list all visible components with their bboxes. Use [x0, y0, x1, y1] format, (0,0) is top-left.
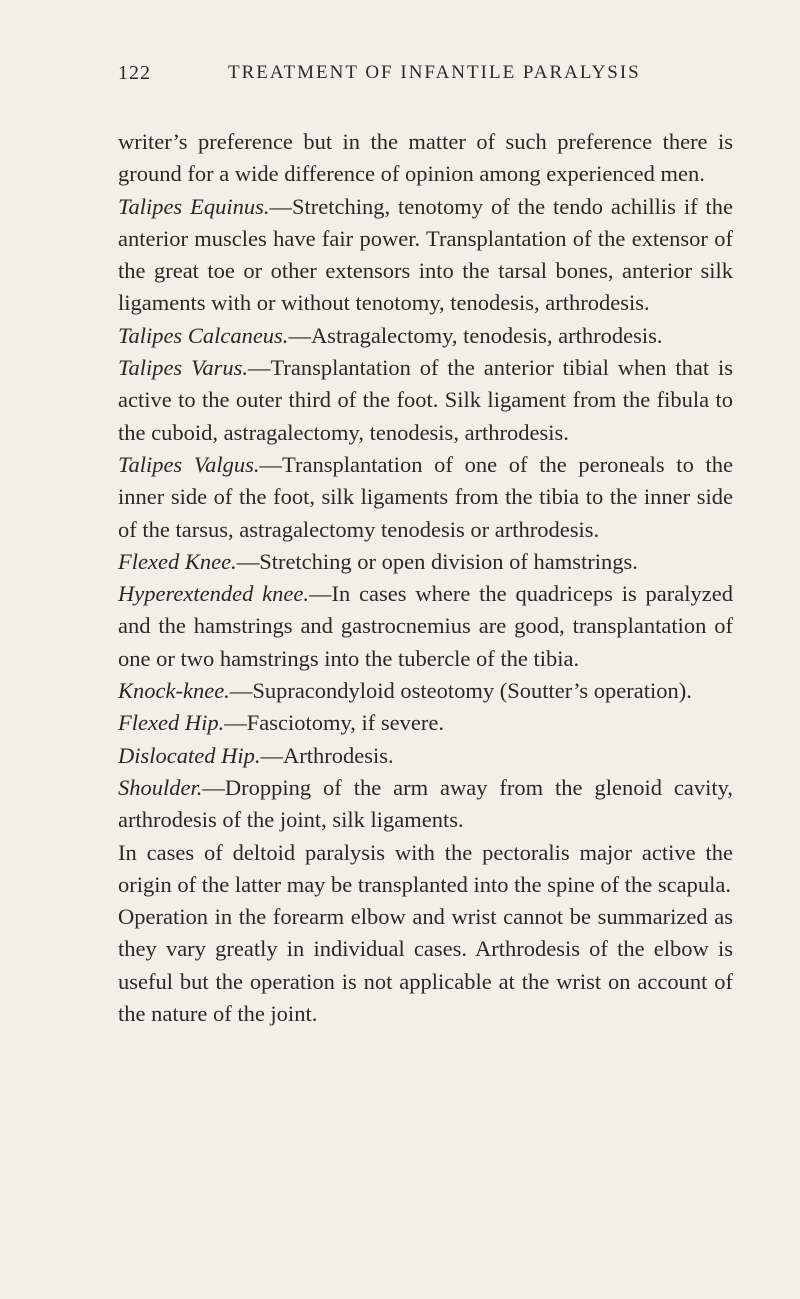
paragraph-text: —In cases where the quadriceps is paralyzed and the hamstrings and gastrocnemius are good, transplantation of one or two hamstrings into the tubercle of the tibia.	[118, 581, 733, 671]
paragraph-text: —Supracondyloid osteotomy (Soutter’s operation).	[229, 678, 692, 704]
paragraph-term: Knock-knee.	[118, 678, 230, 704]
paragraph-text: —Dropping of the arm away from the glenoid cavity, arthrodesis of the joint, silk ligaments.	[118, 774, 733, 833]
paragraph-text: —Transplantation of the anterior tibial when that is active to the outer third of the foot. Silk ligament from the fibula to the cuboid, astragalectomy, tenodesis, arthrodesis.	[118, 355, 733, 445]
paragraph-term: Flexed Knee.	[118, 548, 237, 574]
paragraph-dislocated-hip	[118, 740, 733, 772]
running-title: TREATMENT OF INFANTILE PARALYSIS	[228, 62, 641, 83]
paragraph-text: —Transplantation of one of the peroneals to the inner side of the foot, silk ligaments from the tibia to the inner side of the tarsus, astragalectomy tenodesis or arthrodesis.	[118, 451, 734, 542]
paragraph-text: —Stretching, tenotomy of the tendo achillis if the anterior muscles have fair power. Transplantation of the extensor of the great toe or other extensors into the tarsal bones, anterior silk ligaments with or without tenotomy, tenodesis, arthrodesis.	[118, 193, 733, 316]
paragraph-term: Talipes Calcaneus.	[118, 322, 289, 348]
paragraph-flexed-knee	[118, 546, 733, 578]
paragraph-text: —Astragalectomy, tenodesis, arthrodesis.	[288, 322, 663, 348]
paragraph-talipes-calcaneus	[118, 320, 733, 352]
paragraph-term: Dislocated Hip.	[118, 742, 261, 768]
body-text	[118, 126, 733, 1030]
paragraph-term: Shoulder.	[118, 774, 203, 800]
paragraph-text: Operation in the forearm elbow and wrist cannot be summarized as they vary greatly in individual cases. Arthrodesis of the elbow is useful but the operation is not applicable at the wrist on account of the nature of the joint.	[118, 904, 733, 1027]
paragraph-term: Talipes Valgus.	[118, 451, 260, 477]
paragraph-deltoid-paralysis	[118, 837, 733, 902]
paragraph-term: Hyperextended knee.	[118, 581, 309, 607]
paragraph-text: —Stretching or open division of hamstrings.	[236, 548, 638, 574]
paragraph-text: In cases of deltoid paralysis with the pectoralis major active the origin of the latter may be transplanted into the spine of the scapula.	[118, 839, 733, 897]
paragraph-text: —Arthrodesis.	[260, 742, 394, 768]
paragraph-forearm-operation	[118, 901, 733, 1030]
paragraph-shoulder	[118, 772, 733, 837]
paragraph-talipes-valgus	[118, 449, 733, 546]
paragraph-knock-knee	[118, 675, 733, 707]
running-head	[118, 62, 733, 92]
paragraph-text: —Fasciotomy, if severe.	[224, 710, 444, 736]
paragraph-term: Talipes Varus.	[118, 355, 248, 381]
paragraph-talipes-equinus	[118, 191, 733, 320]
paragraph-term: Talipes Equinus.	[118, 193, 270, 219]
paragraph-text: writer’s preference but in the matter of such preference there is ground for a wide difference of opinion among experienced men.	[118, 129, 733, 187]
paragraph-continuation	[118, 126, 733, 191]
paragraph-hyperextended-knee	[118, 578, 733, 675]
page-number: 122	[118, 62, 151, 84]
paragraph-talipes-varus	[118, 352, 733, 449]
paragraph-term: Flexed Hip.	[118, 710, 225, 736]
paragraph-flexed-hip	[118, 707, 733, 739]
